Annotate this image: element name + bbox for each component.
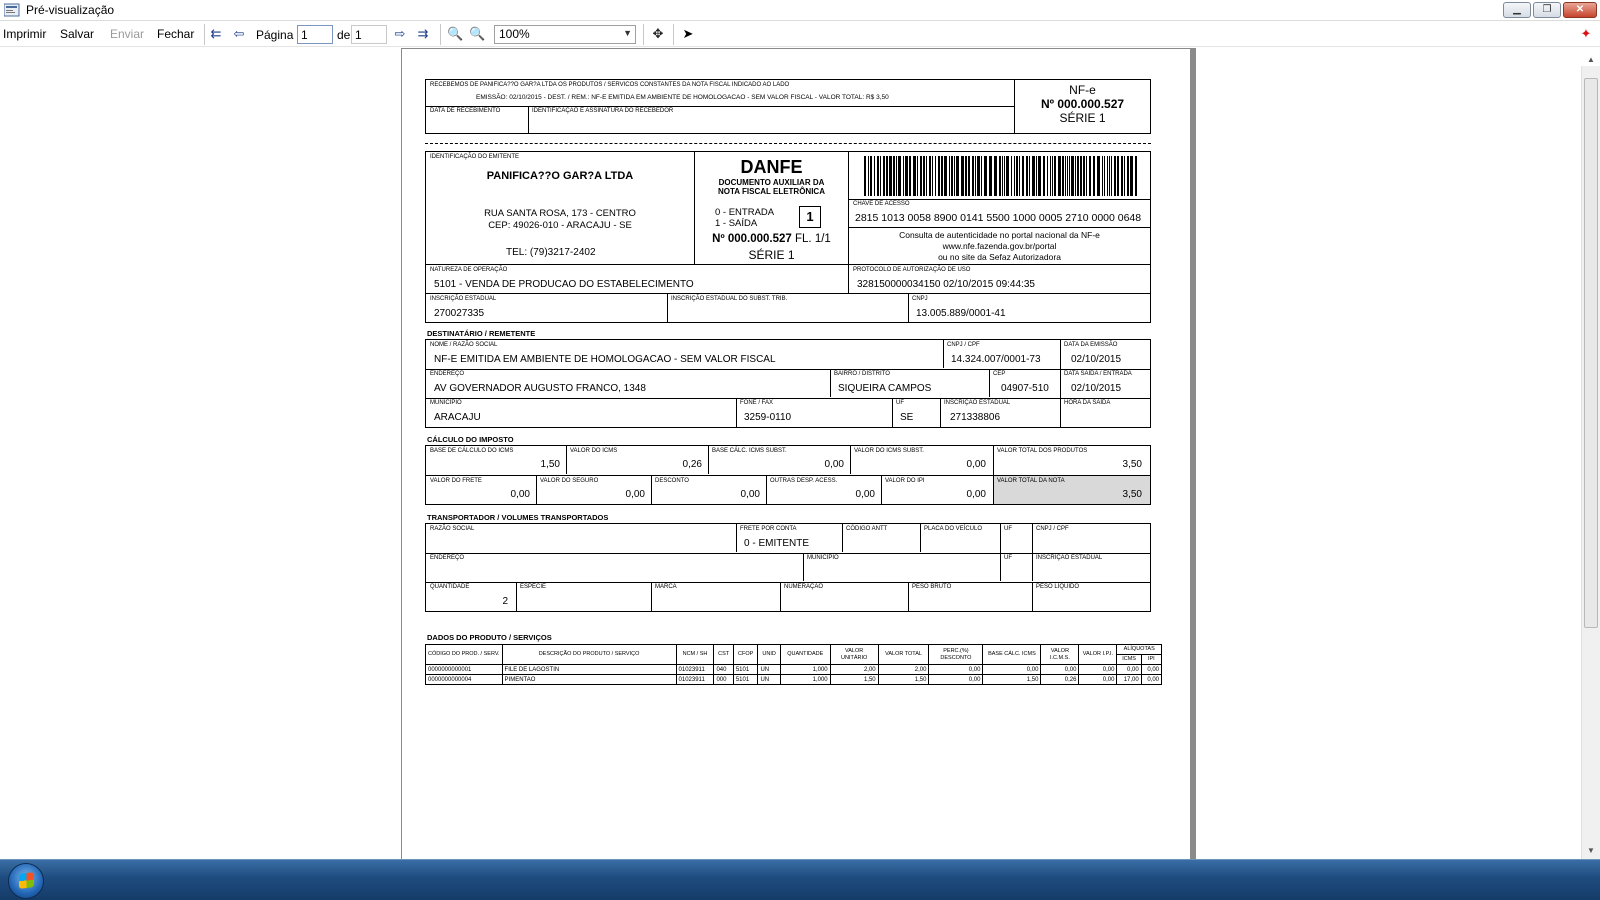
barcode-bar bbox=[951, 156, 953, 196]
barcode-bar bbox=[1104, 156, 1105, 196]
barcode-bar bbox=[893, 156, 895, 196]
rec-phone: 3259-0110 bbox=[744, 412, 792, 423]
danfe-entrada: 0 - ENTRADA bbox=[715, 207, 775, 218]
title-bar bbox=[0, 0, 1600, 21]
barcode-bar bbox=[1047, 156, 1048, 196]
barcode-bar bbox=[1135, 156, 1137, 196]
save-button[interactable]: Salvar bbox=[60, 27, 95, 41]
barcode-bar bbox=[1111, 156, 1112, 196]
danfe-page bbox=[401, 48, 1196, 860]
barcode-bar bbox=[1093, 156, 1095, 196]
divider bbox=[426, 106, 1014, 107]
barcode-bar bbox=[999, 156, 1001, 196]
cell: 0,00 bbox=[983, 665, 1041, 675]
barcode bbox=[864, 156, 1139, 196]
barcode-bar bbox=[968, 156, 970, 196]
barcode-bar bbox=[886, 156, 888, 196]
tax-products-label: VALOR TOTAL DOS PRODUTOS bbox=[997, 448, 1088, 454]
barcode-bar bbox=[1089, 156, 1091, 196]
barcode-bar bbox=[1019, 156, 1020, 196]
cell: 0,00 bbox=[929, 665, 983, 675]
emitter-name: PANIFICA??O GAR?A LTDA bbox=[486, 170, 634, 182]
col-cfop: CFOP bbox=[733, 645, 758, 665]
cell: 01023911 bbox=[676, 665, 714, 675]
barcode-bar bbox=[935, 156, 936, 196]
zoom-in-icon[interactable]: 🔍 bbox=[469, 26, 486, 41]
barcode-bar bbox=[1058, 156, 1061, 196]
danfe-fl: FL. 1/1 bbox=[795, 233, 831, 245]
cell: 1,000 bbox=[780, 675, 830, 685]
barcode-bar bbox=[1102, 156, 1103, 196]
barcode-bar bbox=[932, 156, 933, 196]
col-discount: PERC.(%) DESCONTO bbox=[929, 645, 983, 665]
nature-box bbox=[425, 264, 849, 294]
products-section: DADOS DO PRODUTO / SERVIÇOS bbox=[427, 633, 552, 642]
tr-uf2-label: UF bbox=[1004, 555, 1012, 561]
preview-area bbox=[0, 47, 1600, 859]
scrollbar-thumb[interactable] bbox=[1584, 78, 1598, 628]
barcode-bar bbox=[880, 156, 881, 196]
rec-address-label: ENDEREÇO bbox=[430, 371, 465, 377]
receipt-sign-label: IDENTIFICAÇÃO E ASSINATURA DO RECEBEDOR bbox=[532, 108, 674, 114]
rec-address: AV GOVERNADOR AUGUSTO FRANCO, 1348 bbox=[434, 383, 646, 394]
barcode-bar bbox=[1071, 156, 1074, 196]
cell: 1,50 bbox=[983, 675, 1041, 685]
transport-box bbox=[425, 523, 1151, 612]
rec-ie-label: INSCRIÇÃO ESTADUAL bbox=[944, 400, 1011, 406]
barcode-bar bbox=[1107, 156, 1108, 196]
receipt-nfe: NF-e bbox=[1069, 83, 1096, 97]
barcode-bar bbox=[1075, 156, 1076, 196]
barcode-bar bbox=[1011, 156, 1012, 196]
nature-label: NATUREZA DE OPERAÇÃO bbox=[430, 267, 508, 273]
tax-products: 3,50 bbox=[1122, 459, 1142, 470]
tax-icms: 0,26 bbox=[682, 459, 702, 470]
col-ipi: VALOR I.P.I. bbox=[1079, 645, 1117, 665]
barcode-bar bbox=[956, 156, 959, 196]
cell: 0,00 bbox=[1117, 665, 1141, 675]
emitter-address: RUA SANTA ROSA, 173 - CENTRO bbox=[484, 208, 636, 219]
barcode-bar bbox=[1069, 156, 1070, 196]
ie-row bbox=[425, 293, 1151, 323]
tr-name-label: RAZÃO SOCIAL bbox=[430, 526, 475, 532]
rec-ie: 271338806 bbox=[950, 412, 1001, 423]
tax-base-st-label: BASE CÁLC. ICMS SUBST. bbox=[712, 448, 787, 454]
danfe-center-box bbox=[694, 151, 849, 265]
cell: 0,00 bbox=[1141, 675, 1161, 685]
barcode-bar bbox=[870, 156, 872, 196]
cell: 1,50 bbox=[878, 675, 929, 685]
cell: 0000000000004 bbox=[426, 675, 503, 685]
page-label: Página bbox=[256, 28, 294, 42]
danfe-type-box: 1 bbox=[799, 206, 821, 228]
pan-move-icon[interactable]: ✥ bbox=[652, 26, 664, 41]
barcode-bar bbox=[923, 156, 925, 196]
barcode-bar bbox=[975, 156, 976, 196]
tr-plate-label: PLACA DO VEÍCULO bbox=[924, 526, 983, 532]
rec-uf: SE bbox=[900, 412, 914, 423]
barcode-bar bbox=[1114, 156, 1116, 196]
danfe-saida: 1 - SAÍDA bbox=[715, 218, 758, 229]
toolbar-separator bbox=[440, 24, 441, 45]
nature-value: 5101 - VENDA DE PRODUCAO DO ESTABELECIMENTO bbox=[434, 279, 694, 290]
col-total-value: VALOR TOTAL bbox=[878, 645, 929, 665]
rec-emission-label: DATA DA EMISSÃO bbox=[1064, 342, 1118, 348]
col-rate-icms: ICMS bbox=[1117, 655, 1141, 665]
receipt-line2: EMISSÃO: 02/10/2015 - DEST. / REM.: NF-E EMITIDA EM AMBIENTE DE HOMOLOGACAO - SEM VALOR FISCAL - VALOR TOTAL: R$ 3,50 bbox=[476, 94, 889, 101]
cut-line bbox=[425, 143, 1151, 144]
danfe-number: Nº 000.000.527 bbox=[712, 233, 792, 245]
barcode-bar bbox=[1130, 156, 1133, 196]
products-table bbox=[425, 644, 1162, 685]
barcode-bar bbox=[965, 156, 967, 196]
barcode-bar bbox=[917, 156, 918, 196]
tax-icms-label: VALOR DO ICMS bbox=[570, 448, 618, 454]
cell: FILE DE LAGOSTIN bbox=[502, 665, 676, 675]
rec-district: SIQUEIRA CAMPOS bbox=[838, 383, 932, 394]
barcode-bar bbox=[1117, 156, 1119, 196]
access-box bbox=[848, 151, 1151, 265]
brand-logo-icon: ✦ bbox=[1580, 26, 1592, 41]
rec-name: NF-E EMITIDA EM AMBIENTE DE HOMOLOGACAO - SEM VALOR FISCAL bbox=[434, 354, 776, 365]
barcode-bar bbox=[972, 156, 974, 196]
chevron-down-icon: ▼ bbox=[623, 28, 632, 38]
cell: 0,26 bbox=[1041, 675, 1079, 685]
page-number-input[interactable] bbox=[297, 25, 333, 44]
tax-ipi: 0,00 bbox=[966, 489, 986, 500]
tr-antt-label: CÓDIGO ANTT bbox=[846, 526, 888, 532]
of-label: de bbox=[337, 28, 351, 42]
barcode-bar bbox=[1065, 156, 1066, 196]
rec-time-label: HORA DA SAÍDA bbox=[1064, 400, 1111, 406]
barcode-bar bbox=[889, 156, 892, 196]
close-button[interactable]: Fechar bbox=[157, 27, 195, 41]
cell: 5101 bbox=[733, 675, 758, 685]
table-row bbox=[426, 675, 1162, 685]
col-rates: ALÍQUOTAS bbox=[1117, 645, 1162, 655]
barcode-bar bbox=[864, 156, 866, 196]
cell: 0,00 bbox=[929, 675, 983, 685]
tax-total-label: VALOR TOTAL DA NOTA bbox=[997, 478, 1065, 484]
barcode-bar bbox=[1062, 156, 1064, 196]
rec-exit: 02/10/2015 bbox=[1071, 383, 1122, 394]
danfe-sub2: NOTA FISCAL ELETRÔNICA bbox=[718, 187, 825, 196]
col-unit-value: VALOR UNITÁRIO bbox=[830, 645, 878, 665]
col-quantity: QUANTIDADE bbox=[780, 645, 830, 665]
tax-base-st: 0,00 bbox=[824, 459, 844, 470]
barcode-bar bbox=[1050, 156, 1051, 196]
toolbar-separator bbox=[643, 24, 644, 45]
emitter-tel: TEL: (79)3217-2402 bbox=[506, 247, 596, 258]
barcode-bar bbox=[989, 156, 992, 196]
barcode-bar bbox=[961, 156, 964, 196]
cell: UN bbox=[758, 665, 780, 675]
barcode-bar bbox=[1086, 156, 1087, 196]
barcode-bar bbox=[1121, 156, 1123, 196]
transport-section: TRANSPORTADOR / VOLUMES TRANSPORTADOS bbox=[427, 513, 609, 522]
tr-freight: 0 - EMITENTE bbox=[744, 538, 810, 549]
rec-cep-label: CEP bbox=[993, 371, 1006, 377]
barcode-bar bbox=[905, 156, 908, 196]
ie-label: INSCRIÇÃO ESTADUAL bbox=[430, 296, 497, 302]
cell: 1,50 bbox=[830, 675, 878, 685]
barcode-bar bbox=[1032, 156, 1035, 196]
barcode-bar bbox=[1097, 156, 1100, 196]
tr-qty: 2 bbox=[502, 596, 508, 607]
barcode-bar bbox=[1016, 156, 1018, 196]
cnpj-label: CNPJ bbox=[912, 296, 928, 302]
barcode-bar bbox=[1022, 156, 1024, 196]
barcode-bar bbox=[883, 156, 885, 196]
zoom-value: 100% bbox=[499, 27, 530, 41]
barcode-bar bbox=[941, 156, 943, 196]
col-unit: UNID bbox=[758, 645, 780, 665]
taskbar bbox=[0, 859, 1600, 900]
receipt-line1: RECEBEMOS DE PANIFICA??O GAR?A LTDA OS PRODUTOS / SERVICOS CONSTANTES DA NOTA FISCAL INDICADO AO LADO bbox=[430, 82, 790, 88]
rec-city: ARACAJU bbox=[434, 412, 481, 423]
rec-cnpj-label: CNPJ / CPF bbox=[947, 342, 980, 348]
cell: 0,00 bbox=[1041, 665, 1079, 675]
tax-other: 0,00 bbox=[855, 489, 875, 500]
cell: UN bbox=[758, 675, 780, 685]
barcode-bar bbox=[949, 156, 950, 196]
iest-label: INSCRIÇÃO ESTADUAL DO SUBST. TRIB. bbox=[671, 296, 788, 302]
barcode-bar bbox=[874, 156, 875, 196]
emitter-box bbox=[425, 151, 695, 265]
app-icon bbox=[4, 3, 20, 17]
barcode-bar bbox=[1029, 156, 1030, 196]
cell: 5101 bbox=[733, 665, 758, 675]
receipt-date-label: DATA DE RECEBIMENTO bbox=[430, 108, 501, 114]
consult-line1: Consulta de autenticidade no portal nacional da NF-e bbox=[899, 230, 1100, 240]
barcode-bar bbox=[926, 156, 927, 196]
danfe-series: SÉRIE 1 bbox=[748, 248, 795, 262]
tax-discount-label: DESCONTO bbox=[655, 478, 689, 484]
col-ncm: NCM / SH bbox=[676, 645, 714, 665]
tr-uf-label: UF bbox=[1004, 526, 1012, 532]
barcode-bar bbox=[898, 156, 901, 196]
toolbar-separator bbox=[204, 24, 205, 45]
barcode-bar bbox=[929, 156, 931, 196]
tr-ie-label: INSCRIÇÃO ESTADUAL bbox=[1036, 555, 1103, 561]
restore-button[interactable]: ❐ bbox=[1533, 2, 1561, 18]
tr-cnpj-label: CNPJ / CPF bbox=[1036, 526, 1069, 532]
print-button[interactable]: Imprimir bbox=[3, 27, 47, 41]
access-key-label: CHAVE DE ACESSO bbox=[853, 201, 910, 207]
receipt-nfe-box bbox=[1014, 79, 1151, 134]
barcode-bar bbox=[1002, 156, 1003, 196]
rec-name-label: NOME / RAZÃO SOCIAL bbox=[430, 342, 498, 348]
col-base-icms: BASE CÁLC. ICMS bbox=[983, 645, 1041, 665]
pointer-icon[interactable]: ➤ bbox=[682, 26, 694, 41]
barcode-bar bbox=[1077, 156, 1079, 196]
window-title: Pré-visualização bbox=[26, 3, 115, 17]
tax-other-label: OUTRAS DESP. ACESS. bbox=[770, 478, 838, 484]
rec-cep: 04907-510 bbox=[1001, 383, 1049, 394]
barcode-bar bbox=[913, 156, 916, 196]
table-row bbox=[426, 665, 1162, 675]
tr-qty-label: QUANTIDADE bbox=[430, 584, 470, 590]
recipient-section: DESTINATÁRIO / REMETENTE bbox=[427, 329, 536, 338]
tr-gross-label: PESO BRUTO bbox=[912, 584, 952, 590]
receipt-box bbox=[425, 79, 1015, 134]
minimize-button[interactable]: ▁ bbox=[1503, 2, 1531, 18]
col-rate-ipi: IPI bbox=[1141, 655, 1161, 665]
cell: 0,00 bbox=[1141, 665, 1161, 675]
vertical-scrollbar[interactable] bbox=[1581, 55, 1600, 859]
consult-line2: www.nfe.fazenda.gov.br/portal bbox=[942, 241, 1057, 251]
close-window-button[interactable]: ✕ bbox=[1563, 2, 1597, 18]
barcode-bar bbox=[1080, 156, 1082, 196]
tax-icms-st: 0,00 bbox=[966, 459, 986, 470]
barcode-bar bbox=[877, 156, 879, 196]
barcode-bar bbox=[938, 156, 940, 196]
barcode-bar bbox=[903, 156, 904, 196]
previous-page-icon[interactable]: ⇦ bbox=[233, 26, 245, 41]
barcode-bar bbox=[1004, 156, 1005, 196]
emitter-label: IDENTIFICAÇÃO DO EMITENTE bbox=[430, 154, 520, 160]
cell: 0,00 bbox=[1079, 665, 1117, 675]
cell: 0,00 bbox=[1079, 675, 1117, 685]
tax-insurance: 0,00 bbox=[625, 489, 645, 500]
tr-net-label: PESO LÍQUIDO bbox=[1036, 584, 1080, 590]
col-cst: CST bbox=[714, 645, 733, 665]
rec-exit-label: DATA SAÍDA / ENTRADA bbox=[1064, 371, 1132, 377]
protocol-label: PROTOCOLO DE AUTORIZAÇÃO DE USO bbox=[853, 267, 971, 273]
barcode-bar bbox=[1052, 156, 1053, 196]
rec-phone-label: FONE / FAX bbox=[740, 400, 774, 406]
cell: 17,00 bbox=[1117, 675, 1141, 685]
tr-brand-label: MARCA bbox=[655, 584, 677, 590]
tr-city-label: MUNICÍPIO bbox=[807, 555, 839, 561]
zoom-out-icon[interactable]: 🔍 bbox=[447, 26, 464, 41]
barcode-bar bbox=[909, 156, 911, 196]
divider bbox=[849, 199, 1150, 200]
page-count-field bbox=[351, 25, 387, 44]
consult-line3: ou no site da Sefaz Autorizadora bbox=[938, 252, 1061, 262]
barcode-bar bbox=[984, 156, 987, 196]
barcode-bar bbox=[1083, 156, 1085, 196]
first-page-icon[interactable]: ⇇ bbox=[210, 26, 222, 41]
barcode-bar bbox=[1038, 156, 1041, 196]
tr-numbering-label: NUMERAÇÃO bbox=[784, 584, 824, 590]
barcode-bar bbox=[944, 156, 947, 196]
tax-discount: 0,00 bbox=[740, 489, 760, 500]
next-page-icon[interactable]: ⇨ bbox=[394, 26, 406, 41]
scroll-down-icon[interactable]: ▼ bbox=[1587, 846, 1595, 855]
barcode-bar bbox=[1127, 156, 1129, 196]
zoom-select[interactable] bbox=[494, 25, 636, 44]
cell: 000 bbox=[714, 675, 733, 685]
tax-base-label: BASE DE CÁLCULO DO ICMS bbox=[430, 448, 514, 454]
protocol-value: 328150000034150 02/10/2015 09:44:35 bbox=[857, 279, 1035, 290]
tax-ipi-label: VALOR DO IPI bbox=[885, 478, 925, 484]
ie-value: 270027335 bbox=[434, 308, 485, 319]
barcode-bar bbox=[1014, 156, 1015, 196]
col-icms: VALOR I.C.M.S. bbox=[1041, 645, 1079, 665]
cell: 040 bbox=[714, 665, 733, 675]
barcode-bar bbox=[1006, 156, 1009, 196]
barcode-bar bbox=[1124, 156, 1125, 196]
tax-box bbox=[425, 445, 1151, 505]
scroll-up-icon[interactable]: ▲ bbox=[1587, 55, 1595, 64]
barcode-bar bbox=[1067, 156, 1068, 196]
start-button[interactable] bbox=[8, 863, 44, 899]
barcode-bar bbox=[1109, 156, 1110, 196]
divider bbox=[849, 227, 1150, 228]
rec-uf-label: UF bbox=[896, 400, 904, 406]
barcode-bar bbox=[1043, 156, 1045, 196]
barcode-bar bbox=[981, 156, 982, 196]
cell: 2,00 bbox=[830, 665, 878, 675]
cell: 01023911 bbox=[676, 675, 714, 685]
rec-city-label: MUNICÍPIO bbox=[430, 400, 462, 406]
tax-base: 1,50 bbox=[540, 459, 560, 470]
preview-toolbar bbox=[0, 22, 1600, 47]
tax-insurance-label: VALOR DO SEGURO bbox=[540, 478, 599, 484]
last-page-icon[interactable]: ⇉ bbox=[417, 26, 429, 41]
barcode-bar bbox=[1036, 156, 1037, 196]
cnpj-value: 13.005.889/0001-41 bbox=[916, 308, 1006, 319]
barcode-bar bbox=[994, 156, 997, 196]
tax-section: CÁLCULO DO IMPOSTO bbox=[427, 435, 514, 444]
tr-freight-label: FRETE POR CONTA bbox=[740, 526, 797, 532]
col-code: CÓDIGO DO PROD. / SERV. bbox=[426, 645, 503, 665]
tax-total: 3,50 bbox=[1122, 489, 1142, 500]
barcode-bar bbox=[1054, 156, 1056, 196]
emitter-cep: CEP: 49026-010 - ARACAJU - SE bbox=[488, 220, 632, 231]
barcode-bar bbox=[977, 156, 980, 196]
cell: 2,00 bbox=[878, 665, 929, 675]
receipt-series: SÉRIE 1 bbox=[1059, 111, 1106, 125]
receipt-number: Nº 000.000.527 bbox=[1040, 97, 1125, 111]
send-button[interactable]: Enviar bbox=[110, 27, 145, 41]
tr-address-label: ENDEREÇO bbox=[430, 555, 465, 561]
toolbar-separator bbox=[673, 24, 674, 45]
danfe-sub1: DOCUMENTO AUXILIAR DA bbox=[718, 178, 825, 187]
rec-district-label: BAIRRO / DISTRITO bbox=[834, 371, 890, 377]
tax-freight-label: VALOR DO FRETE bbox=[430, 478, 482, 484]
cell: 1,000 bbox=[780, 665, 830, 675]
barcode-bar bbox=[954, 156, 955, 196]
protocol-box bbox=[848, 264, 1151, 294]
rec-emission: 02/10/2015 bbox=[1071, 354, 1122, 365]
tax-icms-st-label: VALOR DO ICMS SUBST. bbox=[854, 448, 924, 454]
col-description: DESCRIÇÃO DO PRODUTO / SERVIÇO bbox=[502, 645, 676, 665]
access-key: 2815 1013 0058 8900 0141 5500 1000 0005 2710 0000 0648 bbox=[855, 212, 1142, 224]
cell: PIMENTAO bbox=[502, 675, 676, 685]
barcode-bar bbox=[896, 156, 897, 196]
barcode-bar bbox=[1026, 156, 1028, 196]
recipient-box bbox=[425, 339, 1151, 428]
tr-species-label: ESPÉCIE bbox=[520, 584, 547, 590]
divider bbox=[528, 106, 529, 133]
tax-freight: 0,00 bbox=[510, 489, 530, 500]
cell: 0000000000001 bbox=[426, 665, 503, 675]
barcode-bar bbox=[920, 156, 922, 196]
barcode-bar bbox=[868, 156, 869, 196]
danfe-title: DANFE bbox=[740, 157, 803, 177]
rec-cnpj: 14.324.007/0001-73 bbox=[951, 354, 1041, 365]
